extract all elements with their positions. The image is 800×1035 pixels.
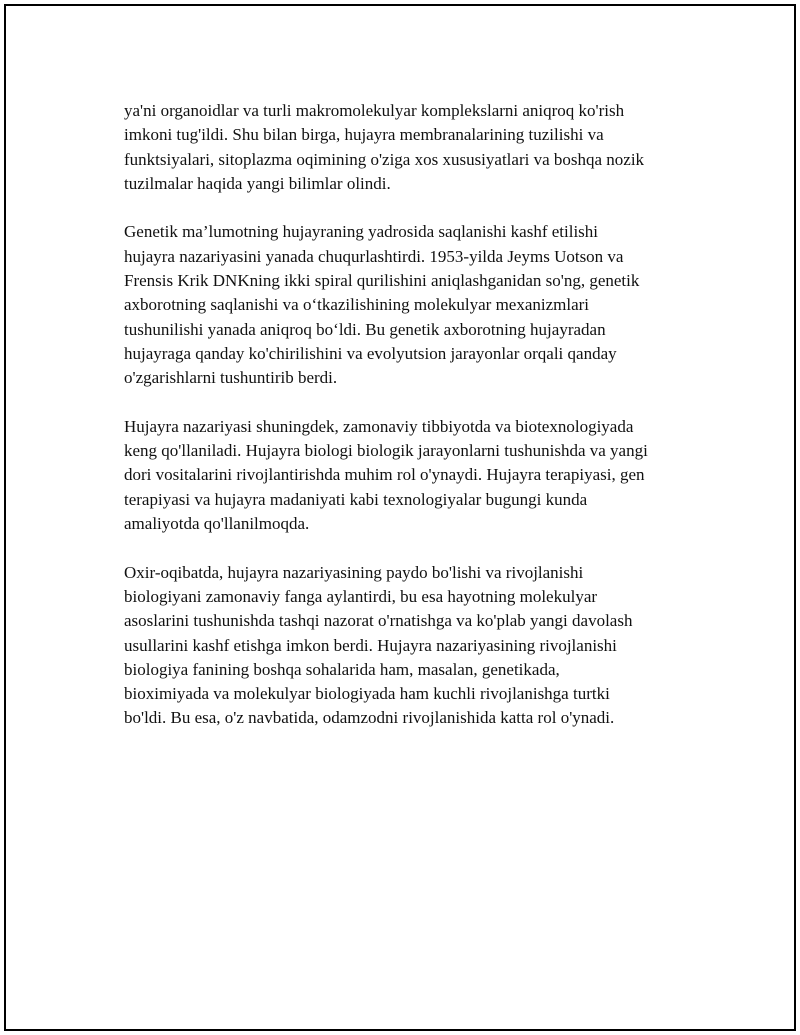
paragraph-4 (124, 561, 699, 731)
text-line: hujayraga qanday ko'chirilishini va evolyutsion jarayonlar orqali qanday (124, 343, 617, 363)
text-line: terapiyasi va hujayra madaniyati kabi texnologiyalar bugungi kunda (124, 489, 588, 509)
text-line: tuzilmalar haqida yangi bilimlar olindi. (124, 173, 391, 193)
text-line: bo'ldi. Bu esa, o'z navbatida, odamzodni rivojlanishida katta rol o'ynadi. (124, 708, 615, 728)
text-line: keng qo'llaniladi. Hujayra biologi biologik jarayonlarni tushunishda va yangi (124, 441, 648, 461)
text-line: usullarini kashf etishga imkon berdi. Hujayra nazariyasining rivojlanishi (124, 635, 617, 655)
text-line: bioximiyada va molekulyar biologiyada ham kuchli rivojlanishga turtki (124, 684, 610, 704)
text-line: Oxir-oqibatda, hujayra nazariyasining paydo bo'lishi va rivojlanishi (124, 562, 584, 582)
page-frame (4, 4, 796, 1031)
paragraph-1 (124, 99, 699, 196)
text-line: funktsiyalari, sitoplazma oqimining o'ziga xos xususiyatlari va boshqa nozik (124, 149, 645, 169)
text-line: biologiya fanining boshqa sohalarida ham, masalan, genetikada, (124, 659, 560, 679)
text-line: hujayra nazariyasini yanada chuqurlashtirdi. 1953-yilda Jeyms Uotson va (124, 246, 624, 266)
text-line: imkoni tug'ildi. Shu bilan birga, hujayra membranalarining tuzilishi va (124, 125, 604, 145)
document-body (124, 99, 699, 755)
text-line: dori vositalarini rivojlantirishda muhim rol o'ynaydi. Hujayra terapiyasi, gen (124, 465, 645, 485)
paragraph-2 (124, 220, 699, 390)
text-line: amaliyotda qo'llanilmoqda. (124, 514, 310, 534)
text-line: biologiyani zamonaviy fanga aylantirdi, bu esa hayotning molekulyar (124, 586, 598, 606)
text-line: ya'ni organoidlar va turli makromolekulyar komplekslarni aniqroq ko'rish (124, 101, 625, 120)
text-line: Frensis Krik DNKning ikki spiral qurilishini aniqlashganidan so'ng, genetik (124, 271, 640, 291)
text-line: Hujayra nazariyasi shuningdek, zamonaviy tibbiyotda va biotexnologiyada (124, 416, 634, 436)
paragraph-3 (124, 415, 699, 536)
text-line: Genetik ma’lumotning hujayraning yadrosida saqlanishi kashf etilishi (124, 222, 599, 242)
text-line: asoslarini tushunishda tashqi nazorat o'rnatishga va ko'plab yangi davolash (124, 611, 633, 631)
text-line: tushunilishi yanada aniqroq bo‘ldi. Bu genetik axborotning hujayradan (124, 319, 606, 339)
text-line: axborotning saqlanishi va o‘tkazilishining molekulyar mexanizmlari (124, 295, 590, 315)
text-line: o'zgarishlarni tushuntirib berdi. (124, 368, 338, 388)
